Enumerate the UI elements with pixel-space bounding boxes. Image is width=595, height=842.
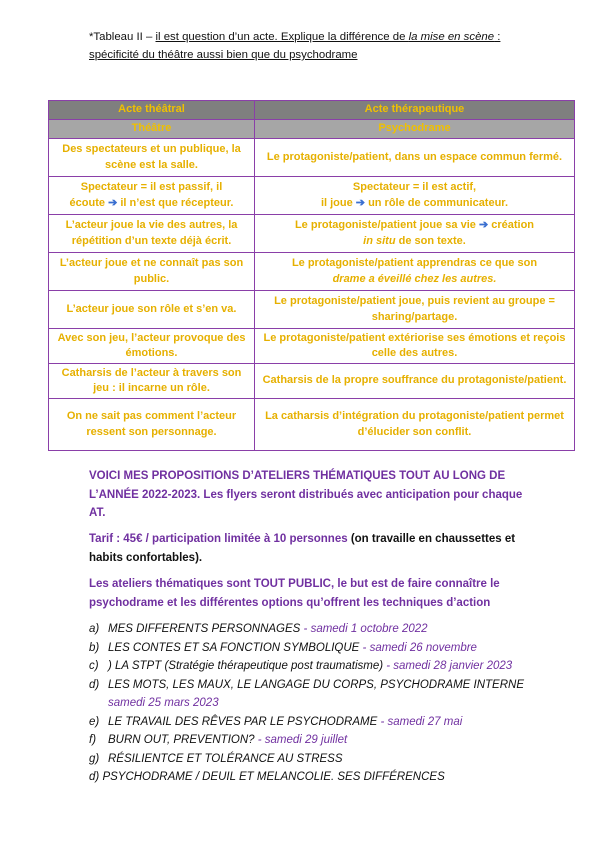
tarif-paragraph <box>89 530 529 567</box>
cell-text: un rôle de communicateur. <box>368 196 509 209</box>
heading-part2: : spécificité du théâtre aussi bien que du psychodrame <box>89 31 501 61</box>
cell-italic: in situ <box>363 234 396 247</box>
comparison-table <box>48 100 575 451</box>
list-marker: g) <box>89 752 100 765</box>
workshop-title: ) LA STPT (Stratégie thérapeutique post traumatisme) <box>108 660 384 672</box>
workshop-title: BURN OUT, PREVENTION? <box>108 734 255 746</box>
workshop-title: LE TRAVAIL DES RÊVES PAR LE PSYCHODRAME <box>108 715 378 728</box>
list-item <box>89 639 537 658</box>
table-row <box>49 329 575 364</box>
cell-text: Spectateur = il est passif, il <box>80 181 223 193</box>
list-marker: d) <box>89 678 100 691</box>
subheader-theatre: Théâtre <box>49 120 255 139</box>
workshop-date: - samedi 1 octobre 2022 <box>300 623 428 635</box>
workshop-title: LES CONTES ET SA FONCTION SYMBOLIQUE <box>108 641 360 654</box>
table-subheader-row <box>49 120 575 139</box>
cell-right <box>255 253 575 291</box>
right-arrow-icon: ➔ <box>108 196 118 209</box>
cell-right: Catharsis de la propre souffrance du protagoniste/patient. <box>255 364 575 399</box>
cell-left: On ne sait pas comment l’acteur ressent son personnage. <box>49 399 255 451</box>
list-item <box>89 750 537 769</box>
workshop-date: - samedi 28 janvier 2023 <box>383 660 513 672</box>
list-item <box>89 713 537 732</box>
cell-left: L’acteur joue son rôle et s’en va. <box>49 291 255 329</box>
table-row <box>49 364 575 399</box>
cell-text: Le protagoniste/patient joue sa vie <box>294 219 476 231</box>
workshop-title: PSYCHODRAME / DEUIL ET MELANCOLIE. SES DIFFÉRENCES <box>102 771 445 783</box>
cell-left: Avec son jeu, l’acteur provoque des émotions. <box>49 329 255 364</box>
cell-left: L’acteur joue la vie des autres, la répétition d’un texte déjà écrit. <box>49 215 255 253</box>
table-row <box>49 399 575 451</box>
table-row <box>49 291 575 329</box>
tarif-note: (on travaille en chaussettes et habits confortables). <box>89 533 516 564</box>
table-row <box>49 253 575 291</box>
list-item <box>89 676 537 713</box>
list-item <box>89 731 537 750</box>
right-arrow-icon: ➔ <box>478 219 489 231</box>
list-item <box>89 620 537 639</box>
table-row <box>49 215 575 253</box>
list-marker: f) <box>89 734 97 746</box>
workshop-title: MES DIFFERENTS PERSONNAGES <box>108 623 301 635</box>
cell-italic: drame a éveillé chez les autres. <box>332 272 497 285</box>
header-theatrical-act: Acte théâtral <box>49 101 255 120</box>
cell-text: il joue <box>320 196 353 209</box>
table-row <box>49 139 575 177</box>
cell-left: Catharsis de l’acteur à travers son jeu : il incarne un rôle. <box>49 364 255 399</box>
list-item <box>89 657 537 676</box>
heading-part1: il est question d’un acte. Explique la différence de <box>155 31 409 43</box>
list-marker: d) <box>89 771 100 783</box>
list-marker: b) <box>89 641 100 654</box>
public-paragraph: Les ateliers thématiques sont TOUT PUBLIC, le but est de faire connaître le psychodrame et les différentes options qu’offrent les techniques d’action <box>89 578 500 609</box>
list-marker: c) <box>89 660 99 672</box>
workshop-date: - samedi 27 mai <box>377 715 463 728</box>
list-marker: a) <box>89 623 100 635</box>
cell-text: Spectateur = il est actif, <box>352 181 477 193</box>
tarif-price: Tarif : 45€ / participation limitée à 10 personnes <box>89 533 348 545</box>
cell-right <box>255 215 575 253</box>
table-row <box>49 177 575 215</box>
workshop-date: - samedi 29 juillet <box>254 734 348 746</box>
cell-right: Le protagoniste/patient joue, puis revient au groupe = sharing/partage. <box>255 291 575 329</box>
table-heading <box>89 28 529 64</box>
cell-left: Des spectateurs et un publique, la scène est la salle. <box>49 139 255 177</box>
table-header-row <box>49 101 575 120</box>
heading-italic: la mise en scène <box>408 31 495 43</box>
workshop-date: samedi 25 mars 2023 <box>108 697 219 709</box>
workshop-title: LES MOTS, LES MAUX, LE LANGAGE DU CORPS, PSYCHODRAME INTERNE <box>108 678 525 691</box>
cell-text: création <box>491 219 535 231</box>
heading-prefix: *Tableau II – <box>89 31 156 43</box>
workshop-date: - samedi 26 novembre <box>359 641 477 654</box>
cell-right: Le protagoniste/patient, dans un espace commun fermé. <box>255 139 575 177</box>
cell-left: L’acteur joue et ne connaît pas son public. <box>49 253 255 291</box>
list-marker: e) <box>89 715 100 728</box>
cell-text: écoute <box>69 196 106 209</box>
cell-right: Le protagoniste/patient extériorise ses émotions et reçois celle des autres. <box>255 329 575 364</box>
list-item <box>89 768 537 787</box>
intro-paragraph: VOICI MES PROPOSITIONS D’ATELIERS THÉMATIQUES TOUT AU LONG DE L’ANNÉE 2022-2023. Les flyers seront distribués avec anticipation pour chaque AT. <box>89 470 523 519</box>
workshop-title: RÉSILIENTCE ET TOLÉRANCE AU STRESS <box>108 752 343 765</box>
workshop-list <box>89 620 537 787</box>
right-arrow-icon: ➔ <box>355 196 365 209</box>
cell-left <box>49 177 255 215</box>
cell-text: Le protagoniste/patient apprendras ce que son <box>291 257 538 269</box>
header-therapeutic-act: Acte thérapeutique <box>255 101 575 120</box>
cell-right <box>255 177 575 215</box>
cell-right: La catharsis d’intégration du protagoniste/patient permet d’élucider son conflit. <box>255 399 575 451</box>
subheader-psychodrame: Psychodrame <box>255 120 575 139</box>
cell-text: il n’est que récepteur. <box>120 196 234 209</box>
cell-text: de son texte. <box>395 234 466 247</box>
